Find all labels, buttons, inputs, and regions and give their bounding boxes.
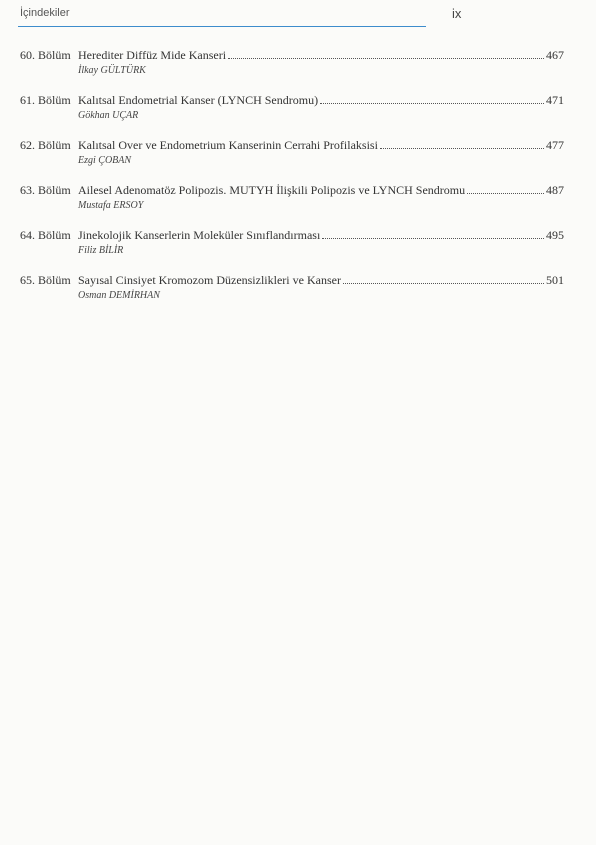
dot-leader bbox=[343, 274, 544, 284]
toc-entry[interactable] bbox=[20, 138, 564, 183]
chapter-title-line bbox=[78, 48, 564, 63]
chapter-title-line bbox=[78, 93, 564, 108]
toc-entry[interactable] bbox=[20, 228, 564, 273]
chapter-number: 63. Bölüm bbox=[20, 183, 71, 197]
chapter-title[interactable]: Sayısal Cinsiyet Kromozom Düzensizlikleri ve Kanser bbox=[78, 273, 341, 287]
dot-leader bbox=[322, 229, 544, 239]
dot-leader bbox=[467, 184, 544, 194]
chapter-page: 501 bbox=[546, 273, 564, 287]
chapter-author: Ezgi ÇOBAN bbox=[78, 155, 132, 166]
chapter-page: 477 bbox=[546, 138, 564, 152]
chapter-title[interactable]: Jinekolojik Kanserlerin Moleküler Sınıflandırması bbox=[78, 228, 321, 242]
chapter-author: Mustafa ERSOY bbox=[78, 200, 144, 211]
chapter-author: İlkay GÜLTÜRK bbox=[78, 65, 146, 76]
chapter-page: 495 bbox=[546, 228, 564, 242]
chapter-number: 65. Bölüm bbox=[20, 273, 71, 287]
chapter-author: Gökhan UÇAR bbox=[78, 110, 139, 121]
dot-leader bbox=[228, 49, 544, 59]
toc-entry[interactable] bbox=[20, 93, 564, 138]
chapter-title[interactable]: Ailesel Adenomatöz Polipozis. MUTYH İlişkili Polipozis ve LYNCH Sendromu bbox=[78, 183, 466, 197]
page-number: ix bbox=[452, 6, 462, 21]
chapter-title-line bbox=[78, 183, 564, 198]
running-head: İçindekiler bbox=[20, 7, 70, 19]
chapter-title-line bbox=[78, 228, 564, 243]
chapter-number: 61. Bölüm bbox=[20, 93, 71, 107]
chapter-title[interactable]: Herediter Diffüz Mide Kanseri bbox=[78, 48, 227, 62]
chapter-title[interactable]: Kalıtsal Over ve Endometrium Kanserinin Cerrahi Profilaksisi bbox=[78, 138, 378, 152]
chapter-page: 471 bbox=[546, 93, 564, 107]
chapter-author: Filiz BİLİR bbox=[78, 245, 124, 256]
chapter-title-line bbox=[78, 273, 564, 288]
chapter-number: 64. Bölüm bbox=[20, 228, 71, 242]
chapter-title-line bbox=[78, 138, 564, 153]
toc-entry[interactable] bbox=[20, 273, 564, 318]
chapter-page: 467 bbox=[546, 48, 564, 62]
chapter-author: Osman DEMİRHAN bbox=[78, 290, 160, 301]
toc-entry[interactable] bbox=[20, 183, 564, 228]
dot-leader bbox=[320, 94, 544, 104]
header-rule bbox=[18, 26, 426, 27]
chapter-page: 487 bbox=[546, 183, 564, 197]
chapter-number: 62. Bölüm bbox=[20, 138, 71, 152]
chapter-number: 60. Bölüm bbox=[20, 48, 71, 62]
dot-leader bbox=[380, 139, 544, 149]
table-of-contents bbox=[20, 48, 564, 318]
toc-entry[interactable] bbox=[20, 48, 564, 93]
chapter-title[interactable]: Kalıtsal Endometrial Kanser (LYNCH Sendromu) bbox=[78, 93, 319, 107]
